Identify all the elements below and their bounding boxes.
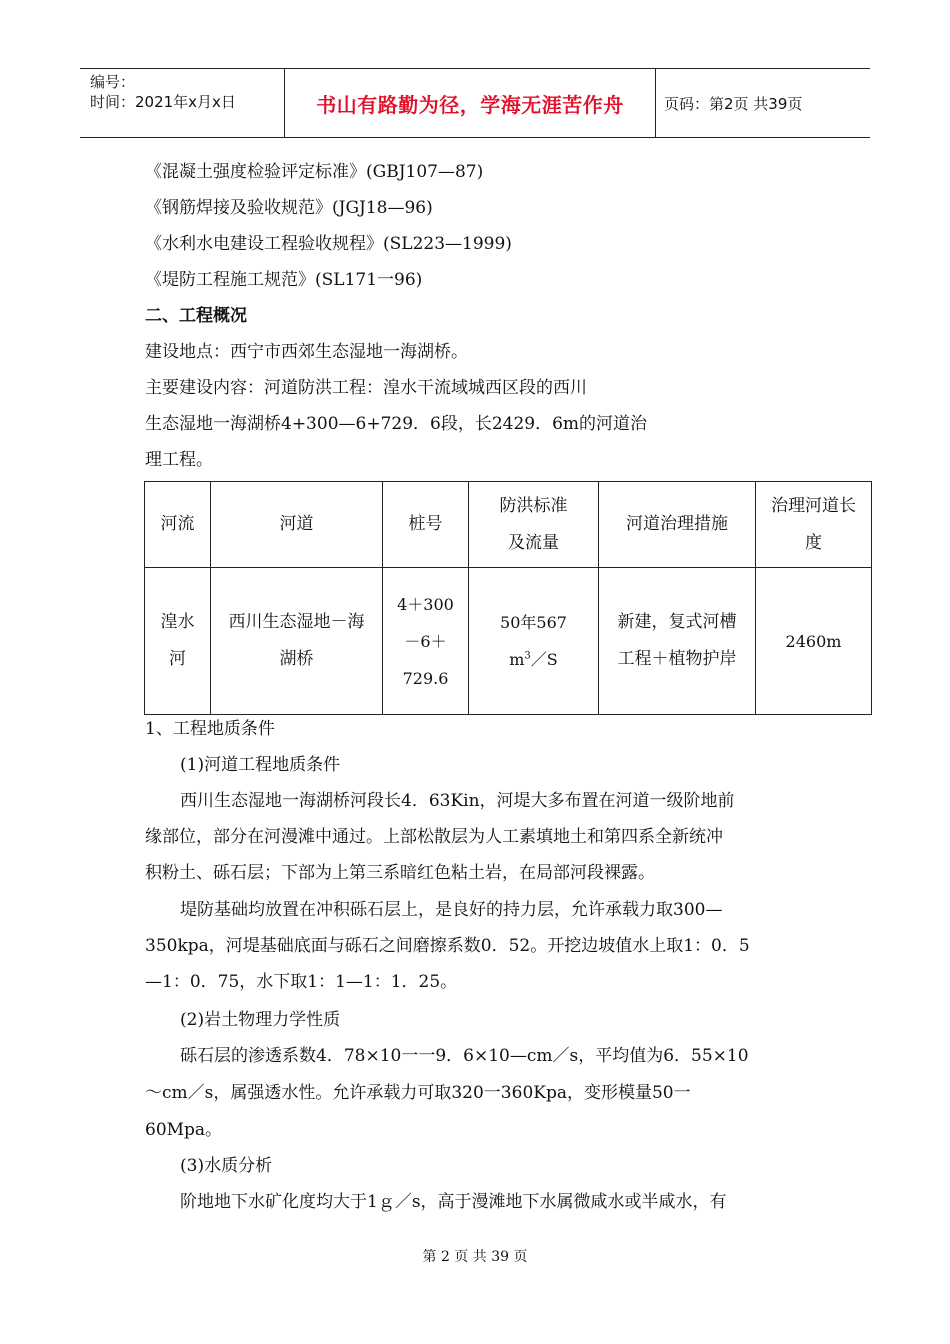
motto-text: 书山有路勤为径，学海无涯苦作舟 bbox=[316, 92, 624, 117]
subsection-heading: (2)岩土物理力学性质 bbox=[180, 1010, 341, 1030]
table-cell-stake: 4＋300 －6＋ 729.6 bbox=[383, 568, 469, 715]
reference-item: 《钢筋焊接及验收规范》(JGJ18—96) bbox=[145, 198, 433, 218]
table-cell-length: 2460m bbox=[756, 568, 872, 715]
page-header bbox=[80, 68, 870, 138]
subsection-heading: (1)河道工程地质条件 bbox=[180, 755, 341, 775]
table-cell-measure: 新建，复式河槽 工程＋植物护岸 bbox=[599, 568, 756, 715]
paragraph-line: 堤防基础均放置在冲积砾石层上，是良好的持力层，允许承载力取300— bbox=[180, 900, 723, 920]
table-header-row bbox=[145, 482, 872, 568]
paragraph-line: 砾石层的渗透系数4．78×10一一9．6×10—cm／s，平均值为6．55×10 bbox=[180, 1046, 749, 1066]
page-footer: 第 2 页 共 39 页 bbox=[422, 1249, 528, 1265]
table-header-cell: 河流 bbox=[145, 482, 211, 568]
content-text: 生态湿地一海湖桥4+300—6+729．6段，长2429．6m的河道治 bbox=[145, 414, 648, 434]
doc-number-label: 编号： bbox=[90, 73, 136, 91]
table-row bbox=[145, 568, 872, 715]
content-text: 理工程。 bbox=[145, 450, 213, 470]
content-text: 主要建设内容：河道防洪工程：湟水干流域城西区段的西川 bbox=[145, 378, 587, 398]
paragraph-line: 60Mpa。 bbox=[145, 1120, 223, 1140]
location-text: 建设地点：西宁市西郊生态湿地一海湖桥。 bbox=[145, 342, 468, 362]
reference-item: 《水利水电建设工程验收规程》(SL223—1999) bbox=[145, 234, 512, 254]
paragraph-line: —1：0．75，水下取1：1—1：1．25。 bbox=[145, 972, 458, 992]
paragraph-line: 西川生态湿地一海湖桥河段长4．63Kin，河堤大多布置在河道一级阶地前 bbox=[180, 791, 735, 811]
header-meta bbox=[80, 69, 284, 137]
header-motto-cell bbox=[284, 69, 656, 137]
table-header-cell: 治理河道长 度 bbox=[756, 482, 872, 568]
table-header-cell: 桩号 bbox=[383, 482, 469, 568]
paragraph-line: 350kpa，河堤基础底面与砾石之间磨擦系数0．52。开挖边坡值水上取1：0．5 bbox=[145, 936, 750, 956]
table-cell-standard: 50年567 $m^3/S$ bbox=[469, 568, 599, 715]
table-cell-channel: 西川生态湿地－海 湖桥 bbox=[211, 568, 383, 715]
reference-item: 《堤防工程施工规范》(SL171一96) bbox=[145, 270, 423, 290]
paragraph-line: ～cm／s，属强透水性。允许承载力可取320一360Kpa，变形模量50一 bbox=[145, 1083, 691, 1103]
header-page-cell bbox=[656, 69, 870, 137]
page-info: 页码：第2页 共39页 bbox=[664, 94, 803, 113]
table-header-cell: 河道治理措施 bbox=[599, 482, 756, 568]
subsection-title: 1、工程地质条件 bbox=[145, 719, 275, 739]
table-header-cell: 防洪标准 及流量 bbox=[469, 482, 599, 568]
project-table bbox=[144, 481, 872, 715]
paragraph-line: 积粉土、砾石层；下部为上第三系暗红色粘土岩，在局部河段裸露。 bbox=[145, 863, 655, 883]
table-header-cell: 河道 bbox=[211, 482, 383, 568]
paragraph-line: 缘部位，部分在河漫滩中通过。上部松散层为人工素填地土和第四系全新统冲 bbox=[145, 827, 723, 847]
table-cell-river: 湟水 河 bbox=[145, 568, 211, 715]
reference-item: 《混凝土强度检验评定标准》(GBJ107—87) bbox=[145, 162, 484, 182]
doc-date-label: 时间：2021年x月x日 bbox=[90, 93, 236, 111]
subsection-heading: (3)水质分析 bbox=[180, 1156, 273, 1176]
section-title: 二、工程概况 bbox=[145, 306, 247, 326]
paragraph-line: 阶地地下水矿化度均大于1ｇ／s，高于漫滩地下水属微咸水或半咸水，有 bbox=[180, 1192, 727, 1212]
